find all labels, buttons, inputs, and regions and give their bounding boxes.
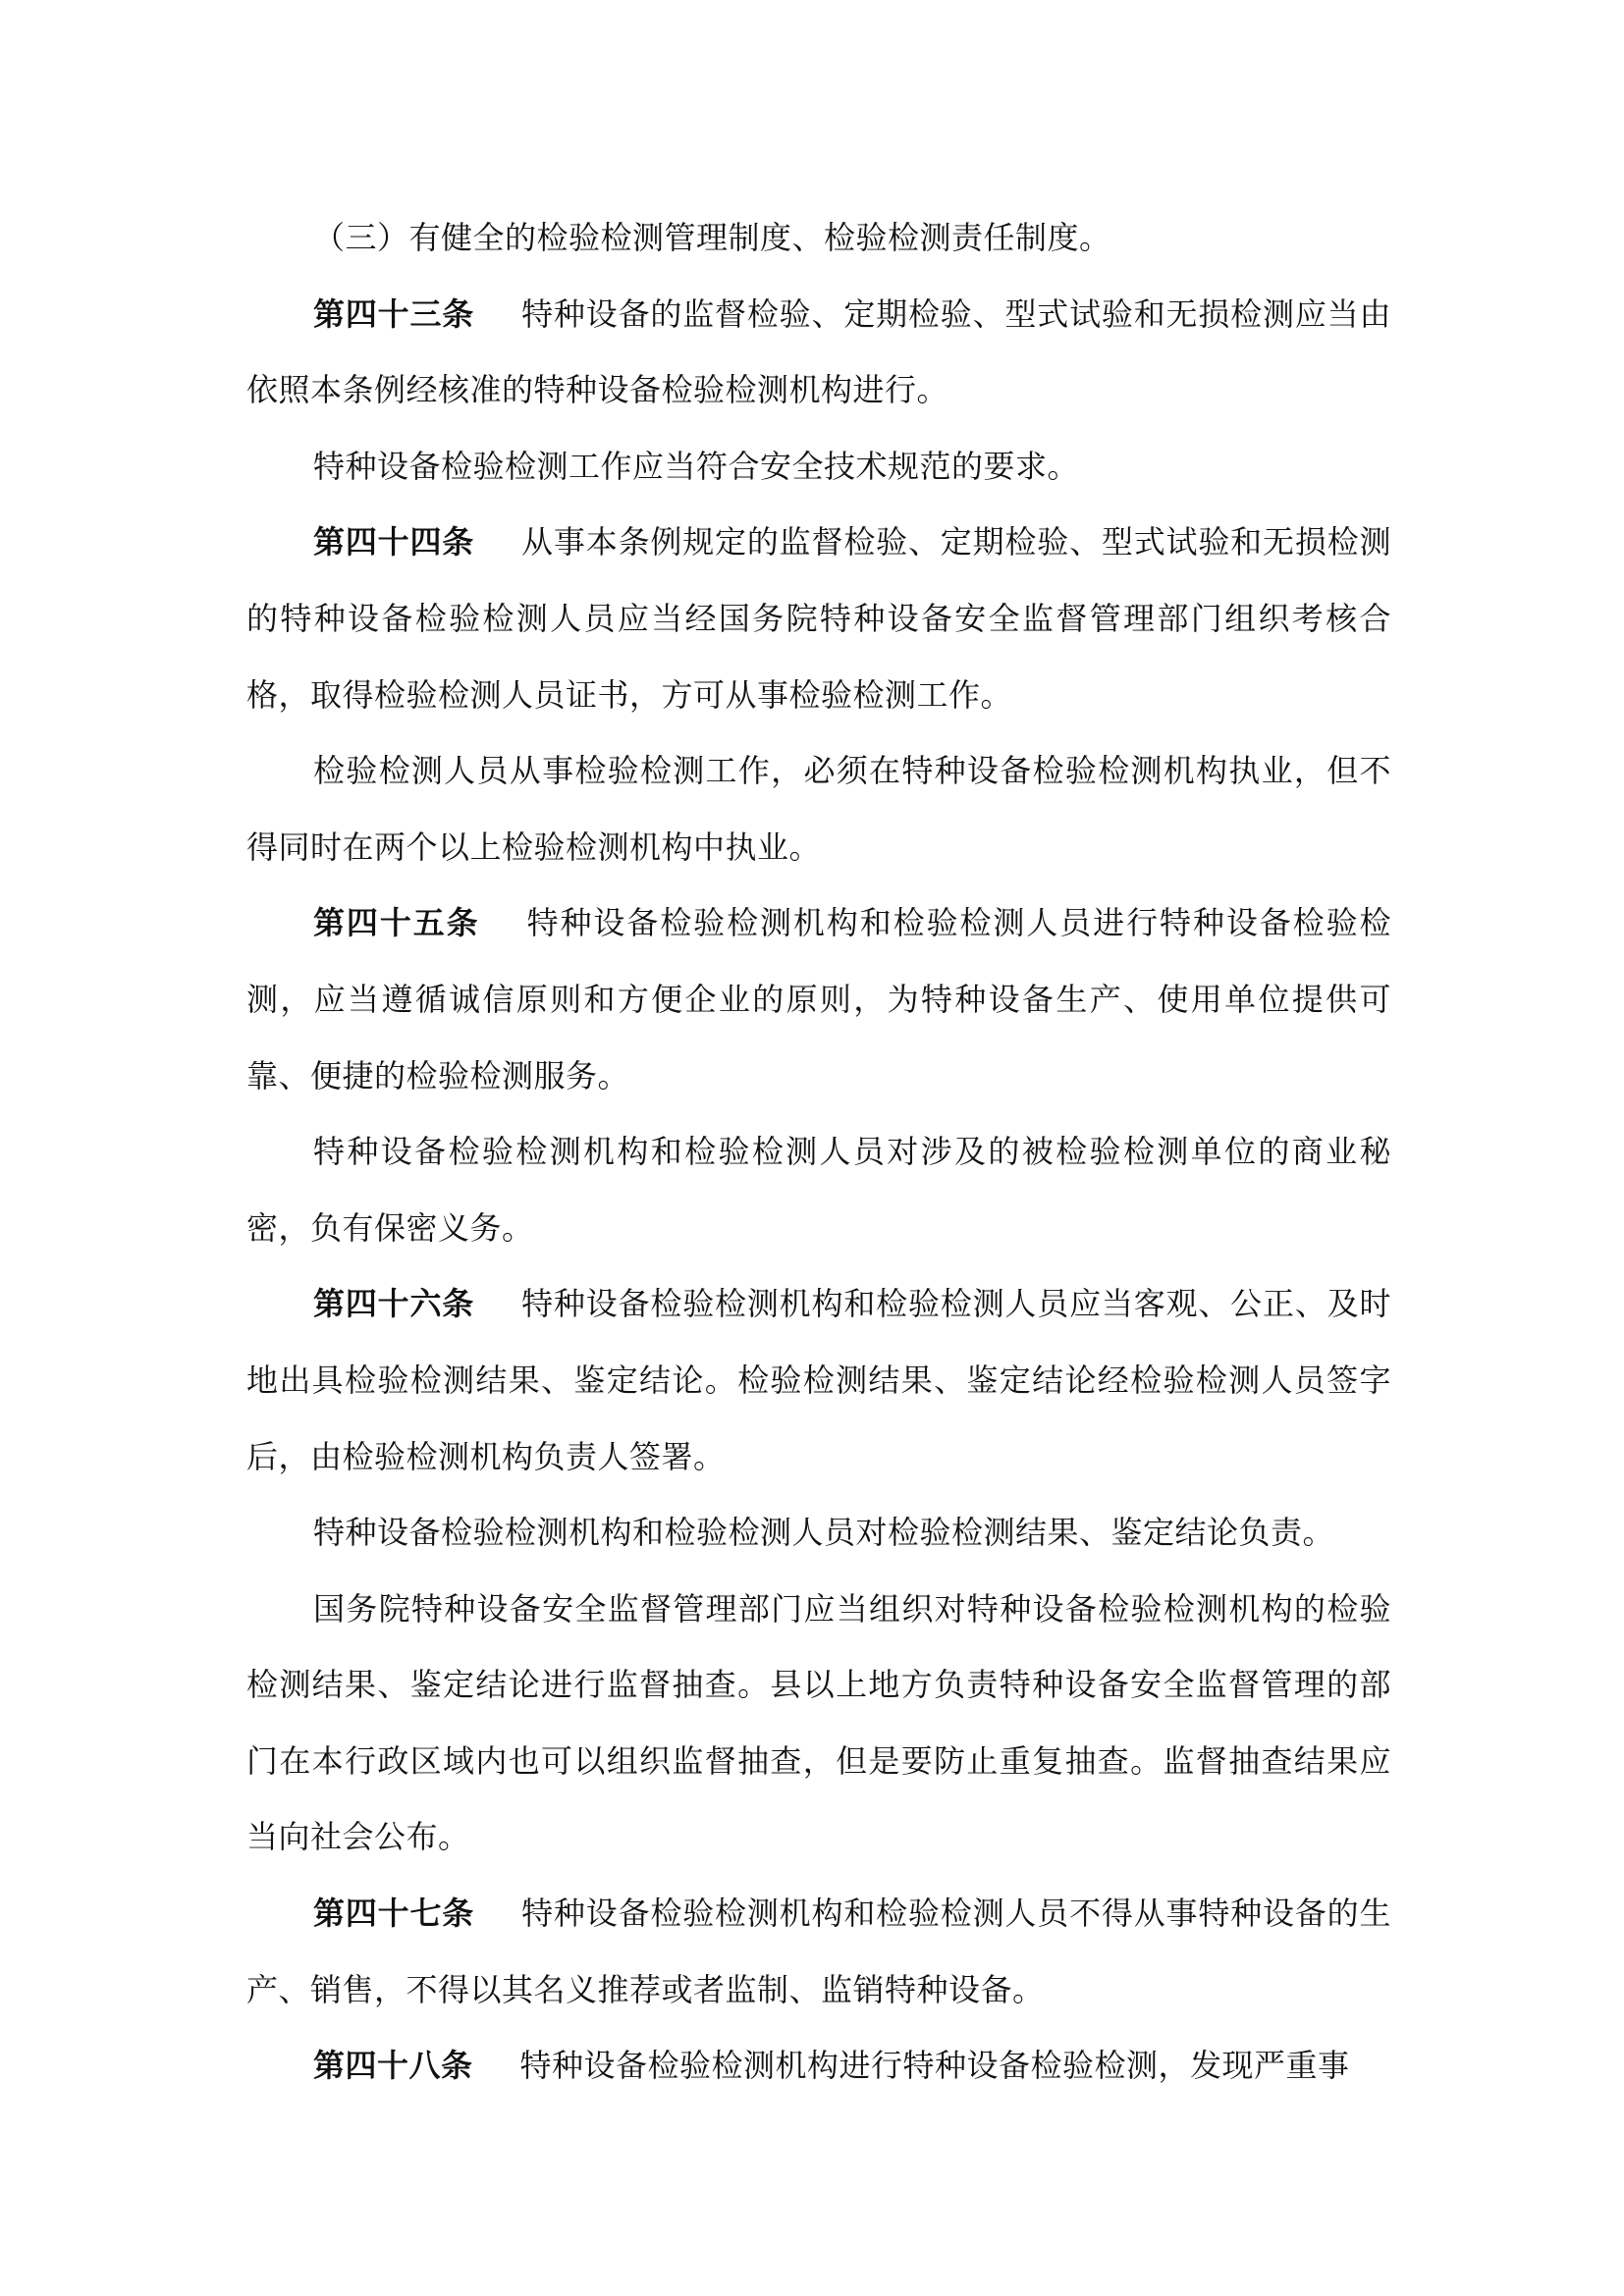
paragraph-text: 特种设备检验检测工作应当符合安全技术规范的要求。 — [313, 447, 1080, 485]
paragraph-5 — [246, 733, 1391, 885]
article-text: 特种设备的监督检验、定期检验、型式试验和无损检测应当由依照本条例经核准的特种设备检验检测机构进行。 — [246, 294, 1391, 409]
document-page — [246, 200, 1391, 2105]
paragraph-text: （三）有健全的检验检测管理制度、检验检测责任制度。 — [313, 219, 1111, 256]
paragraph-text: 国务院特种设备安全监督管理部门应当组织对特种设备检验检测机构的检验检测结果、鉴定结论进行监督抽查。县以上地方负责特种设备安全监督管理的部门在本行政区域内也可以组织监督抽查，但是要防止重复抽查。监督抽查结果应当向社会公布。 — [246, 1589, 1391, 1856]
article-46 — [246, 1266, 1391, 1495]
article-text: 特种设备检验检测机构进行特种设备检验检测，发现严重事 — [519, 2047, 1350, 2085]
article-44 — [246, 505, 1391, 733]
paragraph-7 — [246, 1114, 1391, 1266]
article-number: 第四十五条 — [313, 904, 480, 942]
article-number: 第四十六条 — [313, 1285, 475, 1323]
article-text: 特种设备检验检测机构和检验检测人员不得从事特种设备的生产、销售，不得以其名义推荐或者监制、监销特种设备。 — [246, 1895, 1391, 2008]
paragraph-text: 特种设备检验检测机构和检验检测人员对涉及的被检验检测单位的商业秘密，负有保密义务。 — [246, 1133, 1391, 1247]
paragraph-1 — [246, 200, 1391, 277]
article-45 — [246, 885, 1391, 1114]
article-47 — [246, 1876, 1391, 2028]
paragraph-10 — [246, 1572, 1391, 1876]
paragraph-3 — [246, 429, 1391, 506]
paragraph-text: 特种设备检验检测机构和检验检测人员对检验检测结果、鉴定结论负责。 — [313, 1514, 1335, 1552]
article-43 — [246, 277, 1391, 429]
article-text: 特种设备检验检测机构和检验检测人员进行特种设备检验检测，应当遵循诚信原则和方便企业的原则，为特种设备生产、使用单位提供可靠、便捷的检验检测服务。 — [246, 904, 1391, 1095]
article-number: 第四十七条 — [313, 1895, 475, 1933]
article-number: 第四十八条 — [313, 2047, 473, 2085]
article-number: 第四十四条 — [313, 523, 475, 561]
paragraph-text: 检验检测人员从事检验检测工作，必须在特种设备检验检测机构执业，但不得同时在两个以上检验检测机构中执业。 — [246, 752, 1391, 866]
article-text: 特种设备检验检测机构和检验检测人员应当客观、公正、及时地出具检验检测结果、鉴定结论。检验检测结果、鉴定结论经检验检测人员签字后，由检验检测机构负责人签署。 — [246, 1285, 1391, 1475]
paragraph-9 — [246, 1495, 1391, 1572]
article-48 — [246, 2028, 1391, 2105]
article-text: 从事本条例规定的监督检验、定期检验、型式试验和无损检测的特种设备检验检测人员应当经国务院特种设备安全监督管理部门组织考核合格，取得检验检测人员证书，方可从事检验检测工作。 — [246, 523, 1391, 714]
article-number: 第四十三条 — [313, 294, 475, 333]
